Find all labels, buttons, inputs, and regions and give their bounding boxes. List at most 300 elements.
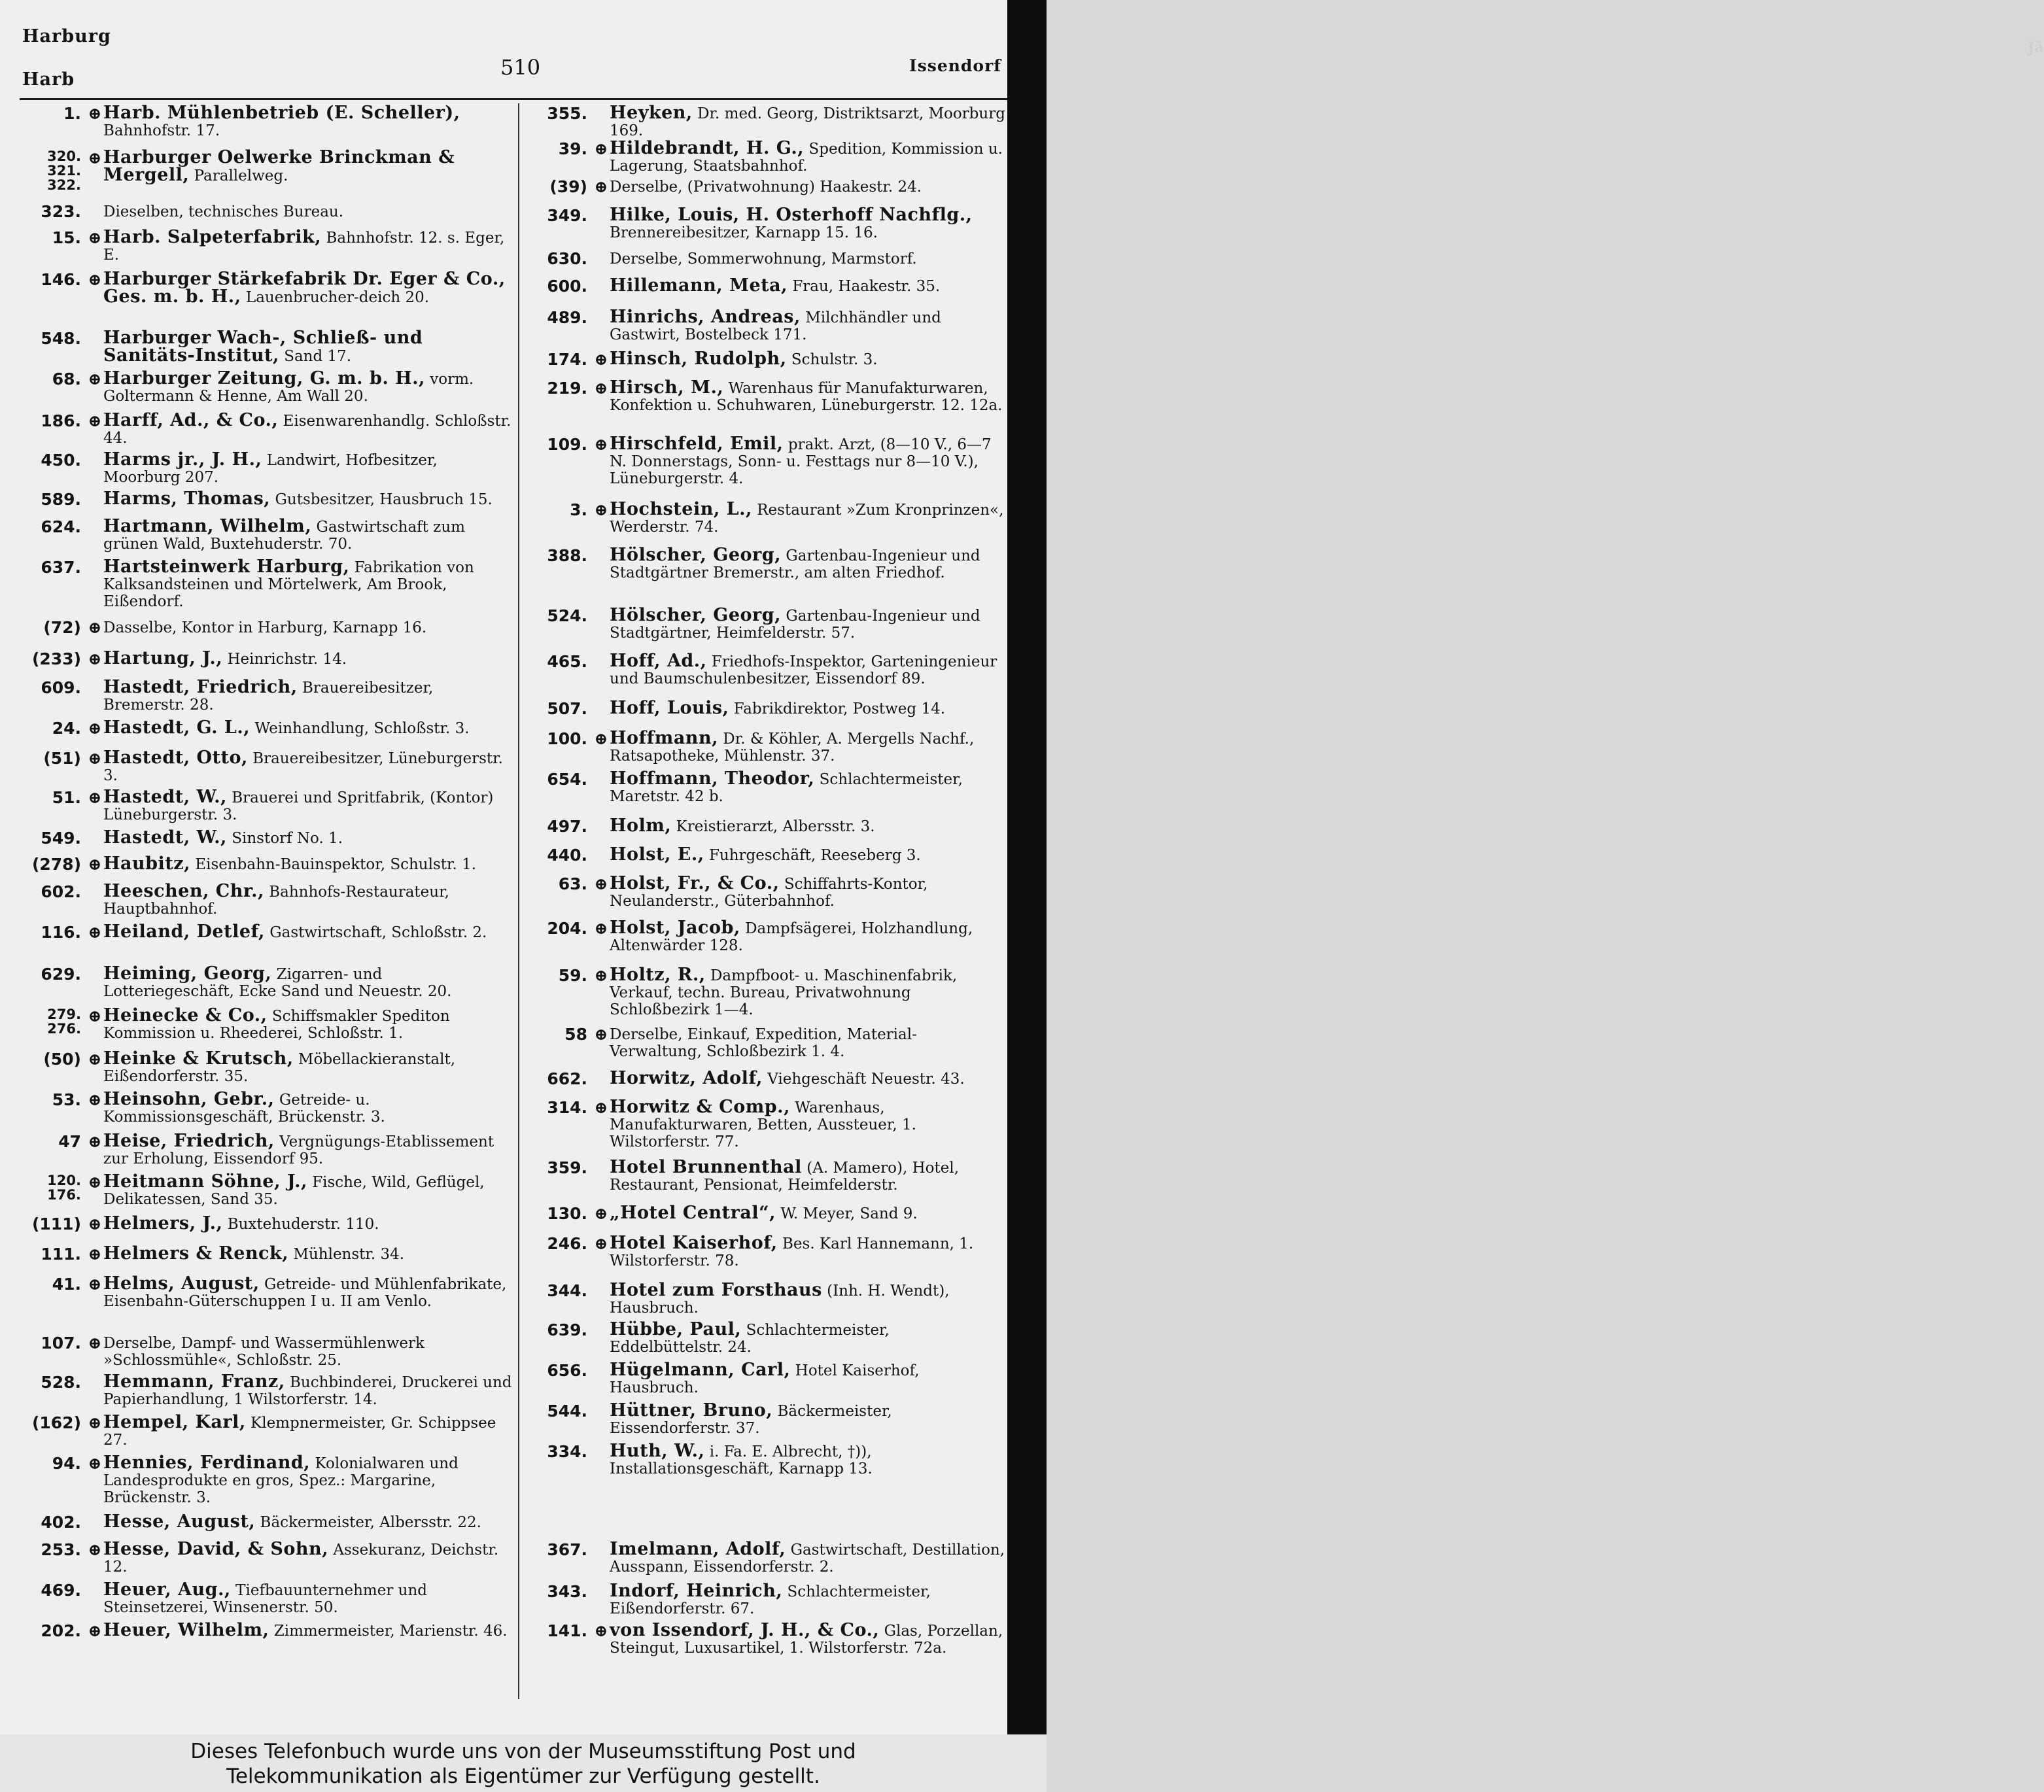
entry-text [103,412,517,447]
entry-text [610,607,1006,642]
phone-number: 440. [547,846,587,865]
subscriber-name: Holst, Fr., & Co., [610,873,780,893]
subscriber-details: Bahnhofstr. 12. s. Eger, E. [103,230,505,264]
entry-text [103,1245,517,1263]
directory-entry [528,379,1006,414]
subscriber-details: Zimmermeister, Marienstr. 46. [273,1623,508,1640]
subscriber-name: Hotel zum Forsthaus [610,1280,822,1300]
entry-text [103,855,517,873]
subscriber-details: Frau, Haakestr. 35. [792,278,941,295]
exchange-marker-icon: ⊕ [594,1621,608,1640]
subscriber-name: Heinke & Krutsch, [103,1048,294,1069]
phone-number: 24. [52,719,81,738]
subscriber-details: Gutsbesitzer, Hausbruch 15. [275,491,493,508]
phone-number: 334. [547,1442,587,1461]
exchange-marker-icon: ⊕ [594,350,608,369]
footer-line-1: Dieses Telefonbuch wurde uns von der Museumsstiftung Post und [190,1740,856,1763]
subscriber-name: Horwitz & Comp., [610,1097,790,1117]
subscriber-details: Fuhrgeschäft, Reeseberg 3. [708,847,921,864]
phone-number: 388. [547,546,587,565]
subscriber-details: Eisenbahn-Bauinspektor, Schulstr. 1. [195,856,477,873]
entry-text [103,1275,517,1310]
phone-number: 3. [570,500,587,519]
subscriber-name: Haubitz, [103,853,190,874]
directory-entry [528,967,1006,1018]
exchange-marker-icon: ⊕ [594,1098,608,1117]
directory-entry [528,920,1006,954]
phone-number: 600. [547,277,587,296]
entry-text [103,1622,517,1640]
subscriber-name: von Issendorf, J. H., & Co., [610,1620,880,1640]
subscriber-name: Helmers, J., [103,1213,223,1233]
subscriber-name: Hartsteinwerk Harburg, [103,557,350,577]
entry-text [103,965,517,1000]
exchange-marker-icon: ⊕ [88,719,102,738]
phone-number: 314. [547,1098,587,1117]
entry-text [610,1205,1006,1222]
directory-entry [20,1275,517,1310]
subscriber-name: Hölscher, Georg, [610,605,782,625]
entry-text [103,1541,517,1576]
phone-number: 344. [547,1281,587,1300]
entry-text [103,1007,517,1042]
phone-number: 58 [564,1025,587,1044]
subscriber-details: Restaurant »Zum Kronprinzen«, Werderstr. 74. [610,502,1004,536]
phone-number: (278) [31,855,81,874]
directory-entry [20,1455,517,1506]
subscriber-name: Hennies, Ferdinand, [103,1453,311,1473]
phone-number [20,149,86,192]
phone-number: (233) [31,649,81,668]
entry-text [103,619,517,636]
directory-entry [20,1541,517,1576]
exchange-marker-icon: ⊕ [594,1204,608,1223]
directory-entry [528,700,1006,717]
subscriber-details: Brauereibesitzer, Bremerstr. 28. [103,680,434,714]
subscriber-details: Möbellackieranstalt, Eißendorferstr. 35. [103,1051,456,1085]
phone-number: (72) [43,618,81,637]
subscriber-details: Bäckermeister, Eissendorferstr. 37. [610,1403,892,1437]
entry-text [610,309,1006,343]
subscriber-details: Brauereibesitzer, Lüneburgerstr. 3. [103,750,503,784]
phone-number: 1. [63,104,81,123]
phone-number [20,1173,86,1202]
directory-entry [20,855,517,873]
subscriber-details: Brauerei und Spritfabrik, (Kontor) Lüneburgerstr. 3. [103,789,494,823]
phone-number-line: 176. [47,1187,81,1203]
exchange-marker-icon: ⊕ [594,379,608,398]
subscriber-details: Buchbinderei, Druckerei und Papierhandlung, 1 Wilstorferstr. 14. [103,1374,512,1408]
subscriber-details: Dampfsägerei, Holzhandlung, Altenwärder 128. [610,920,973,954]
entry-text [610,277,1006,295]
entry-text [610,1099,1006,1150]
directory-entry [20,1091,517,1126]
phone-number [20,1007,86,1036]
entry-text [103,1091,517,1126]
header-city: Harburg [22,26,111,46]
directory-entry [20,1007,517,1042]
exchange-marker-icon: ⊕ [88,1334,102,1353]
directory-entry [20,650,517,668]
subscriber-details: (A. Mamero), Hotel, Restaurant, Pensionat, Heimfelderstr. [610,1160,960,1194]
directory-entry [20,412,517,447]
exchange-marker-icon: ⊕ [88,923,102,942]
subscriber-details: Brennereibesitzer, Karnapp 15. 16. [610,224,878,241]
subscriber-details: Milchhändler und Gastwirt, Bostelbeck 171. [610,309,941,343]
subscriber-details: Spedition, Kommission u. Lagerung, Staatsbahnhof. [610,141,1003,175]
directory-entry [528,1622,1006,1657]
entry-text [610,105,1006,139]
exchange-marker-icon: ⊕ [88,228,102,247]
phone-number: 53. [52,1090,81,1109]
subscriber-details: Vergnügungs-Etablissement zur Erholung, Eissendorf 95. [103,1133,494,1167]
subscriber-name: Imelmann, Adolf, [610,1539,786,1559]
exchange-marker-icon: ⊕ [88,855,102,874]
subscriber-name: Hastedt, G. L., [103,717,251,738]
directory-entry [528,846,1006,864]
subscriber-details: Zigarren- und Lotteriegeschäft, Ecke Sand und Neuestr. 20. [103,966,452,1000]
phone-number-line: 276. [47,1021,81,1037]
exchange-marker-icon: ⊕ [88,1413,102,1432]
phone-number: 528. [41,1373,81,1392]
entry-text [610,1443,1006,1477]
phone-number: 109. [547,435,587,454]
subscriber-name: Heeschen, Chr., [103,881,264,901]
subscriber-name: Huth, W., [610,1441,705,1461]
directory-entry [20,619,517,636]
entry-text [103,1050,517,1085]
phone-number: 549. [41,829,81,848]
entry-text [103,750,517,784]
subscriber-name: Hotel Kaiserhof, [610,1233,778,1253]
directory-entry [20,149,517,192]
exchange-marker-icon: ⊕ [88,411,102,430]
subscriber-name: Hartung, J., [103,648,223,668]
directory-entry [528,250,1006,267]
phone-number: 146. [41,270,81,289]
exchange-marker-icon: ⊕ [88,788,102,807]
entry-text [103,491,517,508]
subscriber-details: Warenhaus für Manufakturwaren, Konfektion u. Schuhwaren, Lüneburgerstr. 12. 12a. [610,380,1003,414]
directory-entry [20,491,517,508]
phone-number: 489. [547,308,587,327]
subscriber-details: Eisenwarenhandlg. Schloßstr. 44. [103,413,511,447]
subscriber-details: Schulstr. 3. [791,351,878,368]
subscriber-details: Gartenbau-Ingenieur und Stadtgärtner, Heimfelderstr. 57. [610,608,980,642]
phone-number: 359. [547,1158,587,1177]
directory-entry [528,653,1006,687]
subscriber-details: Fabrikdirektor, Postweg 14. [733,700,946,717]
subscriber-details: Gastwirtschaft, Schloßstr. 2. [269,924,487,941]
phone-number: (162) [31,1413,81,1432]
subscriber-name: Hügelmann, Carl, [610,1360,791,1380]
exchange-marker-icon: ⊕ [594,500,608,519]
directory-entry [528,1205,1006,1222]
subscriber-details: Sinstorf No. 1. [232,830,343,847]
subscriber-name: Hochstein, L., [610,499,752,519]
directory-entry [20,923,517,941]
directory-entry [20,271,517,306]
exchange-marker-icon: ⊕ [88,749,102,768]
subscriber-details: Klempnermeister, Gr. Schippsee 27. [103,1415,496,1449]
exchange-marker-icon: ⊕ [88,1454,102,1473]
subscriber-details: Derselbe, Dampf- und Wassermühlenwerk »Schlossmühle«, Schloßstr. 25. [103,1335,424,1369]
entry-text [103,1133,517,1167]
directory-entry [528,1541,1006,1576]
phone-number: 469. [41,1581,81,1600]
subscriber-details: Fische, Wild, Geflügel, Delikatessen, Sand 35. [103,1174,485,1208]
directory-entry [528,178,1006,196]
exchange-marker-icon: ⊕ [88,1090,102,1109]
subscriber-details: Parallelweg. [194,167,288,184]
subscriber-details: Dr. med. Georg, Distriktsarzt, Moorburg 169. [610,105,1005,139]
subscriber-name: Hoff, Ad., [610,651,707,671]
phone-number: 141. [547,1621,587,1640]
phone-number: 186. [41,411,81,430]
phone-number: 637. [41,558,81,577]
entry-text [610,178,1006,196]
phone-number: (111) [31,1215,81,1233]
phone-number: 524. [547,606,587,625]
footer-line-2: Telekommunikation als Eigentümer zur Verfügung gestellt. [226,1765,820,1788]
exchange-marker-icon: ⊕ [88,148,102,167]
directory-entry [528,1583,1006,1617]
exchange-marker-icon: ⊕ [88,104,102,123]
subscriber-name: Hüttner, Bruno, [610,1400,773,1421]
subscriber-details: Gastwirtschaft zum grünen Wald, Buxtehuderstr. 70. [103,519,465,553]
phone-number-line: 321. [47,163,81,179]
entry-text [610,700,1006,717]
subscriber-details: Bahnhofs-Restaurateur, Hauptbahnhof. [103,884,449,918]
exchange-marker-icon: ⊕ [88,1540,102,1559]
phone-number: 367. [547,1540,587,1559]
subscriber-details: Bes. Karl Hannemann, 1. Wilstorferstr. 78. [610,1235,974,1269]
directory-entry [20,883,517,918]
subscriber-name: Hinsch, Rudolph, [610,349,787,369]
subscriber-name: Harff, Ad., & Co., [103,410,279,430]
directory-entry [528,436,1006,487]
directory-entry [528,1402,1006,1437]
edge-fragment: Jä [2028,39,2044,56]
directory-entry [528,770,1006,805]
subscriber-details: Warenhaus, Manufakturwaren, Betten, Aussteuer, 1. Wilstorferstr. 77. [610,1099,916,1150]
entry-text [610,250,1006,267]
entry-text [610,379,1006,414]
subscriber-name: Harb. Mühlenbetrieb (E. Scheller), [103,103,460,123]
entry-text [610,818,1006,835]
exchange-marker-icon: ⊕ [88,1132,102,1151]
entry-text [610,351,1006,368]
directory-entry [20,1245,517,1263]
subscriber-details: Schiffahrts-Kontor, Neulanderstr., Güterbahnhof. [610,876,928,910]
phone-number-line: 320. [47,148,81,164]
phone-number: 47 [58,1132,81,1151]
subscriber-details: W. Meyer, Sand 9. [780,1205,918,1222]
subscriber-name: Harms jr., J. H., [103,449,262,470]
phone-number: 609. [41,678,81,697]
entry-text [610,730,1006,765]
subscriber-name: Hübbe, Paul, [610,1319,742,1339]
directory-entry [20,1414,517,1449]
directory-entry [20,203,517,220]
phone-number: 246. [547,1234,587,1253]
subscriber-details: Hotel Kaiserhof, Hausbruch. [610,1362,920,1396]
subscriber-name: Hoff, Louis, [610,698,729,718]
subscriber-name: Hastedt, W., [103,787,227,807]
subscriber-details: Kolonialwaren und Landesprodukte en gros, Spez.: Margarine, Brückenstr. 3. [103,1455,459,1506]
entry-text [610,501,1006,536]
subscriber-details: Friedhofs-Inspektor, Garteningenieur und Baumschulenbesitzer, Eissendorf 89. [610,653,997,687]
phone-number: 654. [547,770,587,789]
directory-entry [528,351,1006,368]
entry-text [610,1583,1006,1617]
exchange-marker-icon: ⊕ [88,1007,102,1025]
header-index-left: Harb [22,69,75,90]
entry-text [103,1334,517,1369]
directory-entry [528,1099,1006,1150]
subscriber-name: Hemmann, Franz, [103,1371,285,1392]
phone-number: 656. [547,1361,587,1380]
subscriber-name: Hastedt, Otto, [103,748,248,768]
directory-entry [528,547,1006,581]
directory-entry [528,1282,1006,1317]
subscriber-name: Helmers & Renck, [103,1243,289,1264]
entry-text [610,1025,1006,1060]
directory-entry [20,1622,517,1640]
directory-entry [528,607,1006,642]
directory-entry [20,518,517,553]
directory-entry [20,370,517,405]
directory-entry [20,1050,517,1085]
entry-text [610,1235,1006,1269]
phone-number: 68. [52,370,81,388]
phone-number: 94. [52,1454,81,1473]
phone-number: 624. [41,517,81,536]
entry-text [610,1541,1006,1576]
directory-entry [528,105,1006,139]
subscriber-name: Heuer, Wilhelm, [103,1620,269,1640]
subscriber-name: Heiming, Georg, [103,963,272,984]
exchange-marker-icon: ⊕ [594,919,608,938]
exchange-marker-icon: ⊕ [594,177,608,196]
phone-number: 100. [547,729,587,748]
entry-text [103,829,517,847]
directory-entry [20,105,517,139]
subscriber-name: Harms, Thomas, [103,489,271,509]
phone-number: 507. [547,699,587,718]
phone-number: 602. [41,882,81,901]
subscriber-name: Hesse, David, & Sohn, [103,1539,329,1559]
directory-entry [20,789,517,823]
subscriber-details: Gastwirtschaft, Destillation, Ausspann, Eissendorferstr. 2. [610,1542,1005,1576]
entry-text [103,679,517,714]
subscriber-details: Dieselben, technisches Bureau. [103,203,344,220]
directory-entry [20,1334,517,1369]
entry-text [610,547,1006,581]
column-divider [518,103,519,1699]
phone-number: 15. [52,228,81,247]
header-rule [20,98,1007,100]
phone-number: 589. [41,490,81,509]
subscriber-name: Harburger Wach-, Schließ- und Sanitäts-Institut, [103,328,423,366]
subscriber-name: Heinsohn, Gebr., [103,1089,275,1109]
subscriber-details: Kreistierarzt, Albersstr. 3. [676,818,875,835]
subscriber-name: Harburger Oelwerke Brinckman & Mergell, [103,147,455,185]
directory-entry [528,1025,1006,1060]
entry-text [610,770,1006,805]
subscriber-details: Assekuranz, Deichstr. 12. [103,1542,499,1576]
subscriber-name: Heise, Friedrich, [103,1131,275,1151]
subscriber-name: Hirsch, M., [610,377,724,398]
directory-entry [20,750,517,784]
entry-text [103,370,517,405]
directory-entry [528,501,1006,536]
entry-text [610,1622,1006,1657]
subscriber-name: Heiland, Detlef, [103,922,265,942]
entry-text [103,149,517,184]
subscriber-details: Lauenbrucher-deich 20. [245,289,430,306]
phone-number: 402. [41,1513,81,1532]
entry-text [610,920,1006,954]
entry-text [610,1402,1006,1437]
exchange-marker-icon: ⊕ [594,1234,608,1253]
subscriber-name: Heuer, Aug., [103,1579,231,1600]
subscriber-details: Sand 17. [284,348,352,365]
exchange-marker-icon: ⊕ [594,1025,608,1044]
subscriber-details: Dr. & Köhler, A. Mergells Nachf., Ratsapotheke, Mühlenstr. 37. [610,731,975,765]
subscriber-details: Dampfboot- u. Maschinenfabrik, Verkauf, techn. Bureau, Privatwohnung Schloßbezirk 1—4. [610,967,958,1018]
entry-text [610,846,1006,864]
page-number: 510 [500,55,541,80]
header-index-right: Issendorf [909,56,1002,75]
directory-entry [528,1235,1006,1269]
phone-number: 174. [547,350,587,369]
directory-entry [528,818,1006,835]
subscriber-details: Weinhandlung, Schloßstr. 3. [254,720,470,737]
subscriber-details: Derselbe, (Privatwohnung) Haakestr. 24. [610,179,922,196]
subscriber-details: i. Fa. E. Albrecht, †)), Installationsgeschäft, Karnapp 13. [610,1443,873,1477]
subscriber-name: Holst, Jacob, [610,918,740,938]
directory-entry [20,451,517,486]
exchange-marker-icon: ⊕ [88,1173,102,1192]
exchange-marker-icon: ⊕ [88,370,102,388]
subscriber-name: Harburger Zeitung, G. m. b. H., [103,368,425,388]
subscriber-name: Hölscher, Georg, [610,545,782,565]
subscriber-details: Bäckermeister, Albersstr. 22. [260,1514,481,1531]
adjacent-page-edge [1007,0,2044,1734]
subscriber-name: Holm, [610,816,672,836]
exchange-marker-icon: ⊕ [594,966,608,985]
phone-number-line: 120. [47,1173,81,1188]
subscriber-details: Landwirt, Hofbesitzer, Moorburg 207. [103,452,438,486]
phone-number: 253. [41,1540,81,1559]
entry-text [103,518,517,553]
phone-number: 450. [41,451,81,470]
directory-entry [528,730,1006,765]
phone-number: 63. [558,874,587,893]
entry-text [103,559,517,610]
entry-text [610,140,1006,175]
entry-text [103,719,517,737]
phone-number: 629. [41,965,81,984]
phone-number: 465. [547,652,587,671]
subscriber-name: Hinrichs, Andreas, [610,307,801,327]
subscriber-name: Heyken, [610,103,693,123]
subscriber-details: Mühlenstr. 34. [293,1246,405,1263]
entry-text [610,1070,1006,1088]
entry-text [610,436,1006,487]
exchange-marker-icon: ⊕ [88,618,102,637]
